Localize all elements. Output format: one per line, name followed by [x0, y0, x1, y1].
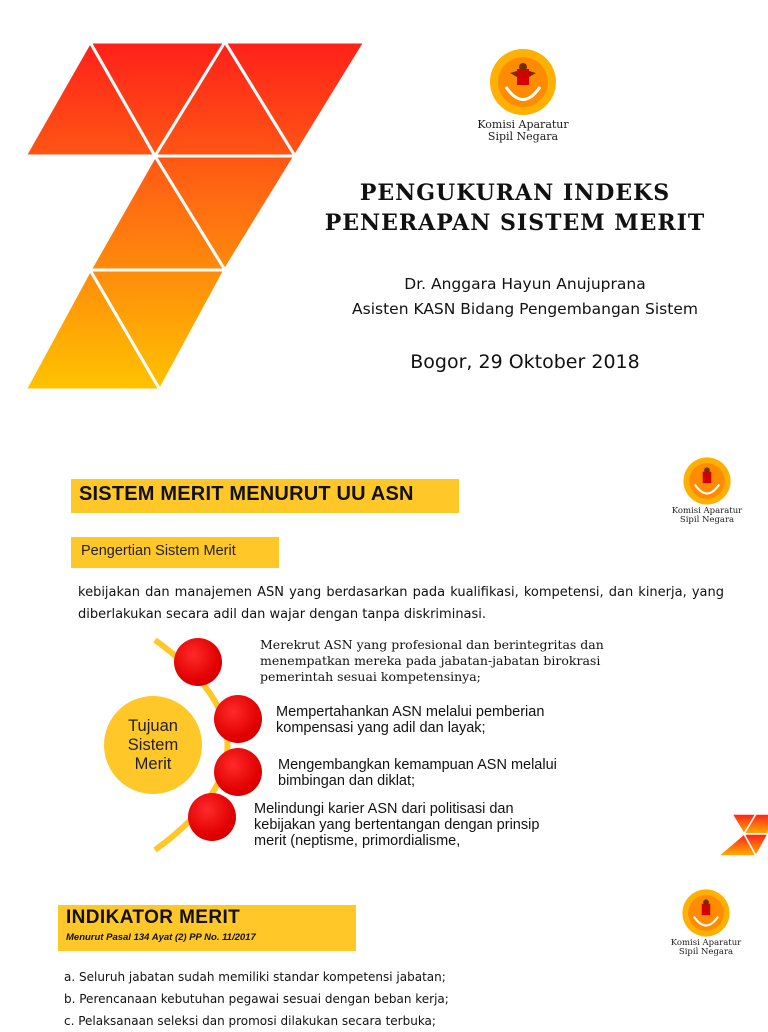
title-line1: PENGUKURAN INDEKS [359, 180, 671, 206]
indikator-title-box [58, 905, 356, 951]
list-item: b. Perencanaan kebutuhan pegawai sesuai dengan beban kerja; [64, 992, 449, 1006]
kasn-emblem-icon [681, 888, 731, 938]
kasn-logo-2 [663, 456, 751, 525]
list-item: c. Pelaksanaan seleksi dan promosi dilakukan secara terbuka; [64, 1014, 436, 1028]
presentation-title [300, 178, 730, 238]
goal-1-line1: Merekrut ASN yang profesional dan berintegritas dan [260, 637, 604, 652]
section-title: SISTEM MERIT MENURUT UU ASN [79, 483, 414, 505]
tujuan-label-l3: Merit [134, 754, 172, 773]
goal-item-2 [276, 704, 544, 736]
subtitle: Pengertian Sistem Merit [81, 543, 236, 559]
goal-2-line1: Mempertahankan ASN melalui pemberian [276, 704, 545, 720]
kasn-emblem-icon [488, 47, 558, 117]
subtitle-box [71, 537, 279, 568]
kasn-logo-3 [662, 888, 750, 957]
indikator-title: INDIKATOR MERIT [66, 907, 241, 928]
tujuan-label-l1: Tujuan [128, 716, 178, 735]
tujuan-circle [104, 696, 202, 794]
kasn-emblem-icon [682, 456, 732, 506]
indikator-subtitle: Menurut Pasal 134 Ayat (2) PP No. 11/2017 [66, 932, 256, 943]
definition-text: kebijakan dan manajemen ASN yang berdasarkan pada kualifikasi, kompetensi, dan kinerja, yang diberlakukan secara adil dan wajar dengan tanpa diskriminasi. [78, 585, 724, 622]
goal-dot-3 [214, 748, 262, 796]
logo-line1: Komisi Aparatur [477, 118, 569, 131]
slide-title [0, 0, 768, 432]
section-title-box [71, 479, 459, 513]
kasn-logo [464, 47, 582, 142]
goal-1-line2: menempatkan mereka pada jabatan-jabatan birokrasi [260, 653, 601, 668]
logo-line1: Komisi Aparatur [670, 938, 742, 948]
goal-item-3 [278, 757, 557, 789]
goal-4-line2: kebijakan yang bertentangan dengan prinsip [254, 817, 540, 833]
goal-dot-1 [174, 638, 222, 686]
goal-4-line1: Melindungi karier ASN dari politisasi dan [254, 801, 514, 817]
tujuan-label-l2: Sistem [127, 735, 179, 754]
indikator-list [64, 966, 449, 1032]
logo-line2: Sipil Negara [487, 129, 559, 143]
author-block [320, 272, 730, 322]
list-item: a. Seluruh jabatan sudah memiliki standar kompetensi jabatan; [64, 970, 446, 984]
goal-dot-4 [188, 793, 236, 841]
goal-item-4 [254, 801, 539, 849]
goal-3-line1: Mengembangkan kemampuan ASN melalui [278, 757, 557, 773]
logo-line2: Sipil Negara [679, 514, 735, 525]
goal-item-1 [260, 637, 604, 685]
logo-line1: Komisi Aparatur [671, 506, 743, 516]
goal-dot-2 [214, 695, 262, 743]
logo-line2: Sipil Negara [678, 946, 734, 957]
corner-triangle-graphic [712, 812, 768, 862]
title-line2: PENERAPAN SISTEM MERIT [324, 210, 706, 236]
author-role: Asisten KASN Bidang Pengembangan Sistem [352, 300, 698, 318]
goal-3-line2: bimbingan dan diklat; [278, 773, 416, 789]
goal-2-line2: kompensasi yang adil dan layak; [276, 720, 486, 736]
presentation-date: Bogor, 29 Oktober 2018 [410, 351, 640, 373]
goal-4-line3: merit (neptisme, primordialisme, [254, 833, 461, 849]
goal-1-line3: pemerintah sesuai kompetensinya; [260, 669, 481, 684]
author-name: Dr. Anggara Hayun Anujuprana [404, 275, 646, 293]
